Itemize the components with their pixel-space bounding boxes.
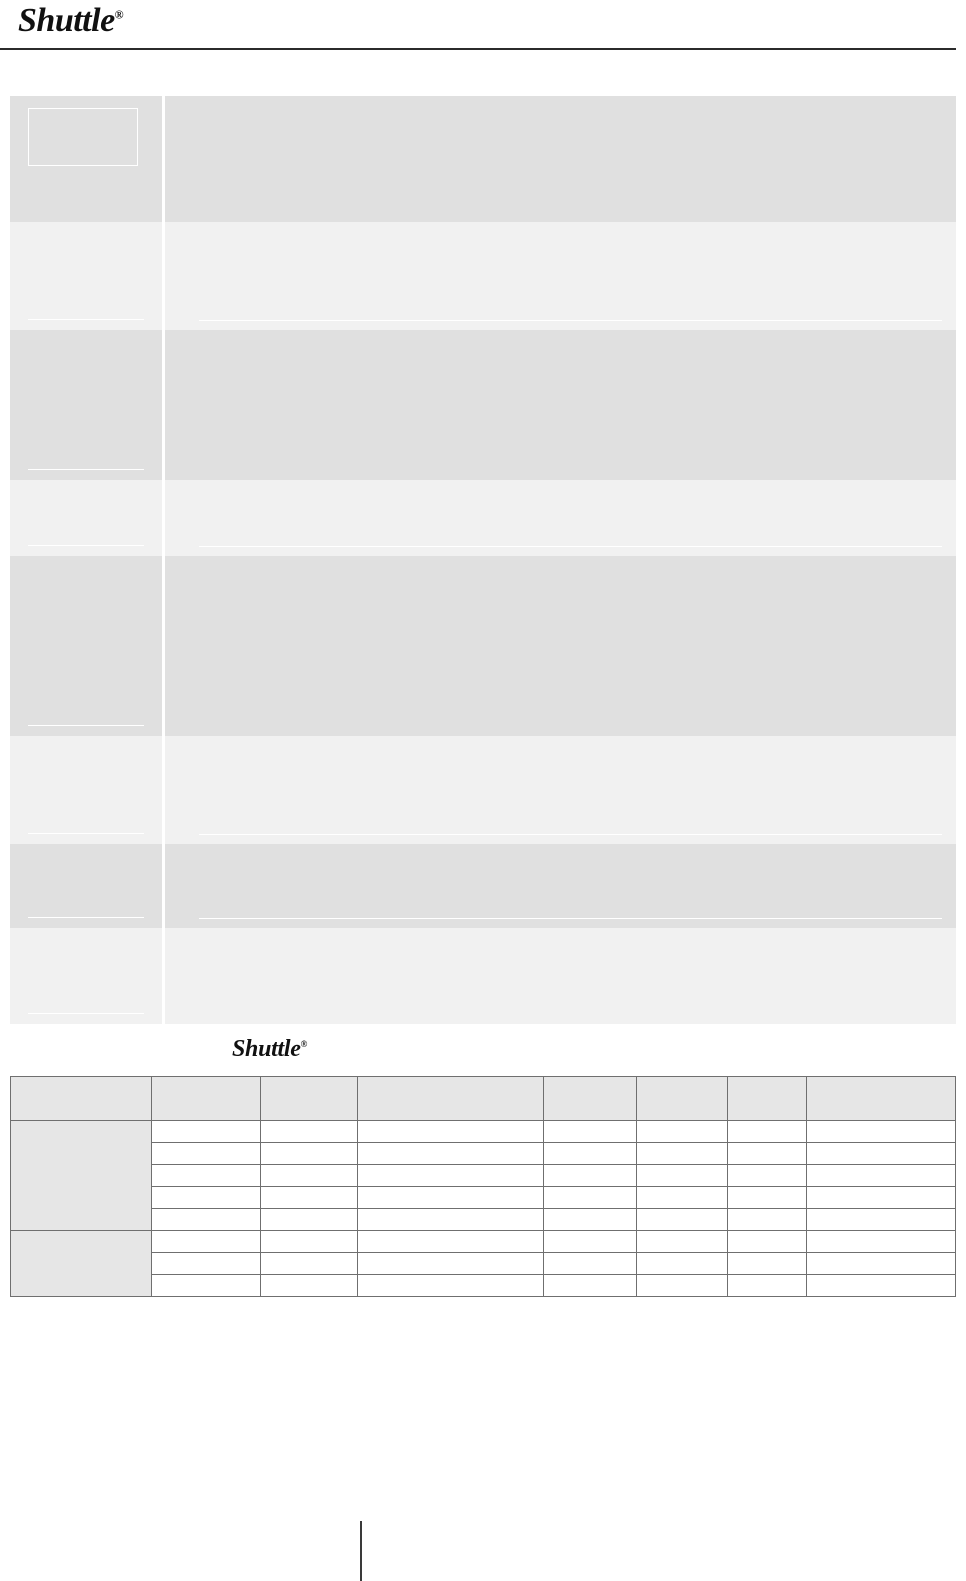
spec-label-box — [28, 108, 138, 166]
header-divider — [0, 48, 956, 50]
table-cell — [544, 1187, 637, 1209]
table-cell — [152, 1231, 261, 1253]
table-cell — [544, 1253, 637, 1275]
spec-label-cell — [10, 480, 162, 556]
table-cell — [727, 1165, 806, 1187]
spec-label-rule — [28, 1013, 144, 1014]
spec-value-cell — [165, 222, 956, 330]
spec-value-cell — [165, 928, 956, 1024]
table-cell — [806, 1231, 955, 1253]
table-cell — [544, 1165, 637, 1187]
spec-value-cell — [165, 480, 956, 556]
spec-label-rule — [28, 469, 144, 470]
registered-trademark-icon: ® — [300, 1039, 308, 1049]
table-cell — [727, 1187, 806, 1209]
table-cell — [727, 1209, 806, 1231]
table-row — [11, 1187, 956, 1209]
table-cell — [806, 1275, 955, 1297]
spec-label-cell — [10, 844, 162, 928]
brand-logo-text: Shuttle — [18, 2, 115, 39]
spec-value-cell — [165, 736, 956, 844]
table-cell — [636, 1231, 727, 1253]
table-cell — [544, 1143, 637, 1165]
table-row — [11, 1253, 956, 1275]
table-cell — [261, 1253, 358, 1275]
column-header — [261, 1077, 358, 1121]
table-cell — [544, 1275, 637, 1297]
table-cell — [544, 1209, 637, 1231]
column-header — [636, 1077, 727, 1121]
table-cell — [636, 1143, 727, 1165]
spec-label — [28, 494, 150, 512]
compatibility-matrix-table — [10, 1076, 956, 1297]
table-cell — [358, 1275, 544, 1297]
table-cell — [261, 1121, 358, 1143]
table-cell — [636, 1275, 727, 1297]
spec-label — [28, 344, 150, 362]
table-header-row — [11, 1077, 956, 1121]
table-row — [11, 1275, 956, 1297]
spec-value-rule — [199, 546, 942, 547]
table-cell — [152, 1209, 261, 1231]
spec-value-rule — [199, 320, 942, 321]
table-cell — [358, 1121, 544, 1143]
column-header — [544, 1077, 637, 1121]
table-cell — [806, 1121, 955, 1143]
table-cell — [358, 1143, 544, 1165]
table-cell — [261, 1209, 358, 1231]
column-header — [11, 1077, 152, 1121]
spec-label — [28, 750, 150, 768]
table-row — [11, 1143, 956, 1165]
spec-label-cell — [10, 96, 162, 222]
spec-label — [28, 858, 150, 876]
spec-row — [10, 330, 956, 480]
brand-logo — [18, 2, 123, 40]
spec-row — [10, 844, 956, 928]
table-cell — [636, 1253, 727, 1275]
spec-value-rule — [199, 918, 942, 919]
table-cell — [806, 1187, 955, 1209]
spec-label-rule — [28, 917, 144, 918]
spec-label — [28, 236, 150, 254]
spec-label-cell — [10, 330, 162, 480]
page-header — [0, 0, 966, 56]
table-cell — [358, 1209, 544, 1231]
spec-label-rule — [28, 319, 144, 320]
table-cell — [152, 1253, 261, 1275]
table-cell — [544, 1121, 637, 1143]
specification-table — [10, 96, 956, 1024]
table-row — [11, 1165, 956, 1187]
spec-label-rule — [28, 833, 144, 834]
table-cell — [806, 1143, 955, 1165]
table-cell — [806, 1253, 955, 1275]
spec-value-rule — [199, 834, 942, 835]
group-label — [11, 1121, 152, 1231]
table-cell — [152, 1187, 261, 1209]
table-cell — [261, 1187, 358, 1209]
table-cell — [358, 1253, 544, 1275]
group-label — [11, 1231, 152, 1297]
spec-label-cell — [10, 556, 162, 736]
spec-row — [10, 222, 956, 330]
table-cell — [261, 1231, 358, 1253]
table-cell — [544, 1231, 637, 1253]
table-cell — [152, 1121, 261, 1143]
table-cell — [261, 1275, 358, 1297]
table-cell — [358, 1231, 544, 1253]
mid-brand-logo-text: Shuttle — [232, 1036, 301, 1062]
column-header — [806, 1077, 955, 1121]
spec-label-cell — [10, 222, 162, 330]
mid-section-header — [0, 1030, 966, 1074]
spec-value-cell — [165, 96, 956, 222]
table-cell — [727, 1253, 806, 1275]
table-cell — [727, 1121, 806, 1143]
spec-row — [10, 556, 956, 736]
spec-label-cell — [10, 736, 162, 844]
table-cell — [261, 1165, 358, 1187]
column-header — [727, 1077, 806, 1121]
spec-value-cell — [165, 556, 956, 736]
spec-label-cell — [10, 928, 162, 1024]
mid-brand-logo — [232, 1036, 307, 1063]
spec-label — [28, 942, 150, 960]
table-cell — [727, 1231, 806, 1253]
table-cell — [636, 1121, 727, 1143]
table-cell — [636, 1209, 727, 1231]
column-header — [152, 1077, 261, 1121]
table-row — [11, 1209, 956, 1231]
table-cell — [261, 1143, 358, 1165]
table-row — [11, 1231, 956, 1253]
table-cell — [727, 1275, 806, 1297]
table-cell — [152, 1143, 261, 1165]
table-cell — [727, 1143, 806, 1165]
spec-row — [10, 96, 956, 222]
table-cell — [806, 1209, 955, 1231]
registered-trademark-icon: ® — [114, 7, 124, 22]
table-cell — [358, 1187, 544, 1209]
table-cell — [152, 1165, 261, 1187]
spec-row — [10, 736, 956, 844]
table-cell — [636, 1187, 727, 1209]
spec-row — [10, 480, 956, 556]
column-header — [358, 1077, 544, 1121]
footer-divider — [360, 1521, 362, 1581]
spec-label-rule — [28, 545, 144, 546]
table-cell — [152, 1275, 261, 1297]
table-cell — [636, 1165, 727, 1187]
table-cell — [358, 1165, 544, 1187]
spec-row — [10, 928, 956, 1024]
spec-value-cell — [165, 330, 956, 480]
spec-value-cell — [165, 844, 956, 928]
table-row — [11, 1121, 956, 1143]
table-cell — [806, 1165, 955, 1187]
spec-label-rule — [28, 725, 144, 726]
spec-label — [28, 570, 150, 588]
